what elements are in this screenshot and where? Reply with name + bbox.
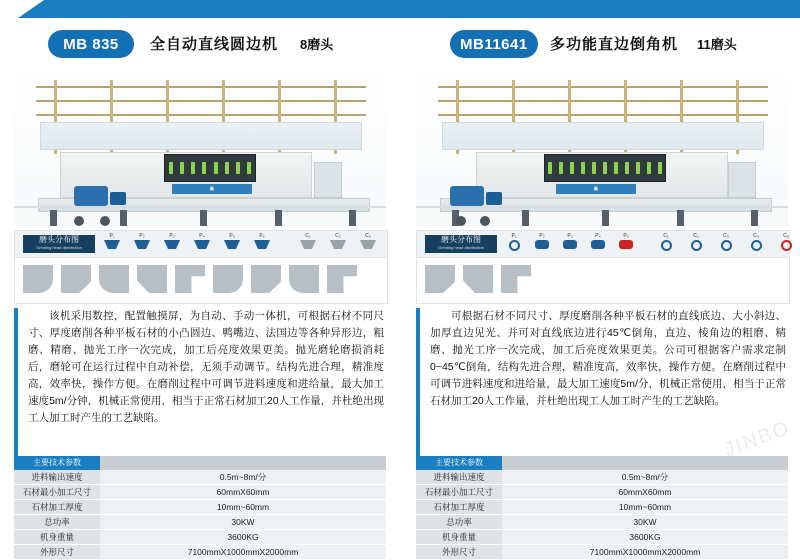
spec-key: 石材加工厚度	[14, 500, 100, 515]
cylinder-icon	[619, 240, 633, 249]
head-cell	[615, 233, 637, 255]
head-cell	[161, 233, 183, 255]
machine-leg	[349, 210, 356, 226]
table-row	[14, 485, 386, 500]
motor-icon	[450, 186, 484, 206]
coolant-tank	[314, 162, 342, 198]
head-tag: C₃	[723, 233, 729, 239]
head-cell	[251, 233, 273, 255]
machine-leg	[522, 210, 529, 226]
machine-brand-plate: ▣	[556, 184, 636, 194]
product-panel-right	[402, 22, 800, 557]
edge-profile	[289, 265, 319, 293]
spec-value: 3600KG	[100, 530, 386, 545]
table-row	[416, 485, 788, 500]
wheel-icon	[480, 216, 490, 226]
table-row	[416, 530, 788, 545]
wedge-icon	[164, 240, 180, 249]
head-cell	[131, 233, 153, 255]
wedge-icon	[330, 240, 346, 249]
chart-label-cn: 磨头分布图	[441, 235, 481, 244]
head-tag: C₄	[753, 233, 759, 239]
head-cell	[775, 233, 797, 255]
right-product-title: 多功能直边倒角机	[550, 36, 679, 53]
left-header	[0, 22, 398, 68]
spec-key: 总功率	[14, 515, 100, 530]
wedge-icon	[134, 240, 150, 249]
head-cell	[221, 233, 243, 255]
chart-label-cn: 磨头分布图	[39, 235, 79, 244]
table-row	[14, 500, 386, 515]
machine-legs	[452, 210, 758, 226]
head-tag: P₄	[199, 233, 205, 239]
spec-value: 60mmX60mm	[100, 485, 386, 500]
table-row	[14, 515, 386, 530]
machine-leg	[200, 210, 207, 226]
wheel-icon	[456, 216, 466, 226]
head-tag: C₅	[783, 233, 789, 239]
edge-profile-row	[425, 261, 781, 299]
head-tag: P₁	[109, 233, 115, 239]
motor-secondary-icon	[486, 192, 502, 205]
head-cell	[587, 233, 609, 255]
head-tag: C₂	[335, 233, 341, 239]
machine-leg	[751, 210, 758, 226]
machine-leg	[50, 210, 57, 226]
floor-line	[14, 206, 386, 208]
left-head-distribution-chart	[14, 230, 388, 304]
machine-leg	[120, 210, 127, 226]
spec-header	[416, 456, 788, 470]
table-row	[416, 515, 788, 530]
machine-brand-plate: ▣	[172, 184, 252, 194]
spec-value: 30KW	[502, 515, 788, 530]
spec-key: 进料输出速度	[416, 470, 502, 485]
head-tag: P₃	[169, 233, 175, 239]
table-row	[416, 470, 788, 485]
edge-profile	[327, 265, 357, 293]
chart-label-en: Grinding head distribution	[438, 245, 484, 250]
head-cell	[503, 233, 525, 255]
chart-header	[417, 231, 789, 258]
spec-key: 外形尺寸	[416, 545, 502, 560]
head-cell	[191, 233, 213, 255]
head-tag: C₁	[663, 233, 669, 239]
edge-profile	[463, 265, 493, 293]
edge-profile	[23, 265, 53, 293]
left-spec-table	[14, 456, 386, 560]
right-spec-table	[416, 456, 788, 560]
circle-icon	[661, 240, 672, 251]
rail-1	[36, 86, 366, 88]
spec-key: 机身重量	[416, 530, 502, 545]
table-row	[14, 470, 386, 485]
glass-panel	[442, 122, 764, 150]
spec-key: 外形尺寸	[14, 545, 100, 560]
machine-leg	[677, 210, 684, 226]
edge-profile	[501, 265, 531, 293]
glass-panel	[40, 122, 362, 150]
accent-bar	[416, 308, 420, 456]
band-diagonal	[18, 0, 44, 18]
head-cell	[559, 233, 581, 255]
left-machine-illustration	[14, 66, 386, 226]
head-tag: P₁	[511, 233, 517, 239]
wedge-icon	[104, 240, 120, 249]
accent-bar	[14, 308, 18, 456]
spec-value: 3600KG	[502, 530, 788, 545]
head-tag: C₂	[693, 233, 699, 239]
spec-value: 10mm~60mm	[502, 500, 788, 515]
spec-header	[14, 456, 386, 470]
head-cell	[327, 233, 349, 255]
wedge-icon	[360, 240, 376, 249]
circle-icon	[721, 240, 732, 251]
watermark: JINBO	[721, 416, 794, 462]
edge-profile	[175, 265, 205, 293]
spec-header-fill	[502, 456, 788, 470]
head-cell	[297, 233, 319, 255]
head-cell	[357, 233, 379, 255]
head-tag: P₂	[139, 233, 145, 239]
right-header	[402, 22, 800, 68]
wheel-icon	[100, 216, 110, 226]
edge-profile-row	[23, 261, 379, 299]
rail-1	[438, 86, 768, 88]
model-badge-left	[48, 30, 134, 58]
spec-value: 60mmX60mm	[502, 485, 788, 500]
motor-secondary-icon	[110, 192, 126, 205]
edge-profile	[213, 265, 243, 293]
circle-icon	[509, 240, 520, 251]
right-description-text: 可根据石材不同尺寸、厚度磨削各种平板石材的直线底边、大小斜边、加厚直边见光、并可对直线底边进行45℃倒角，直边、棱角边的粗磨、精磨、抛光工序一次完成，加工后亮度效果更美。公司可根据客户需求定制0~45℃倒角，结构先进合理，精准度高，效率快，操作方便。在磨削过程中可调节进料速度和进给量，最大加工速度5m/分，机械正常使用，相当于正常石材加工20人工作量，并杜绝出现工人加工时产生的工艺缺陷。	[430, 310, 786, 407]
head-tag: P₄	[595, 233, 601, 239]
head-row	[101, 233, 381, 255]
wedge-icon	[300, 240, 316, 249]
machine-legs	[50, 210, 356, 226]
spec-value: 7100mmX1000mmX2000mm	[502, 545, 788, 560]
left-description-block	[14, 308, 386, 456]
cylinder-icon	[563, 240, 577, 249]
machine-leg	[602, 210, 609, 226]
head-tag: P₂	[539, 233, 545, 239]
spec-value: 7100mmX1000mmX2000mm	[100, 545, 386, 560]
spec-title: 主要技术参数	[14, 456, 100, 470]
wedge-icon	[194, 240, 210, 249]
control-panel-icon	[544, 154, 666, 182]
coolant-tank	[728, 162, 756, 198]
chart-header	[15, 231, 387, 258]
head-tag: P₃	[567, 233, 573, 239]
left-head-count: 8磨头	[300, 37, 334, 52]
edge-profile	[137, 265, 167, 293]
spec-header-fill	[100, 456, 386, 470]
spec-key: 总功率	[416, 515, 502, 530]
circle-icon	[781, 240, 792, 251]
head-cell	[531, 233, 553, 255]
head-cell	[715, 233, 737, 255]
band-notch	[0, 0, 18, 18]
product-panel-left	[0, 22, 398, 557]
spec-key: 机身重量	[14, 530, 100, 545]
model-badge-right	[450, 30, 538, 58]
edge-profile	[251, 265, 281, 293]
machine-leg	[275, 210, 282, 226]
table-row	[416, 500, 788, 515]
model-badge-left-text: MB 835	[63, 35, 119, 53]
cylinder-icon	[535, 240, 549, 249]
spec-value: 30KW	[100, 515, 386, 530]
head-tag: P₅	[229, 233, 235, 239]
spec-value: 0.5m~8m/分	[502, 470, 788, 485]
edge-profile	[425, 265, 455, 293]
top-accent-band	[0, 0, 800, 18]
rail-2	[36, 100, 366, 102]
left-product-title: 全自动直线圆边机	[150, 36, 279, 53]
spec-value: 10mm~60mm	[100, 500, 386, 515]
right-head-distribution-chart	[416, 230, 790, 304]
left-description-text: 该机采用数控，配置触摸屏，为自动、手动一体机，可根据石材不同尺寸、厚度磨削各种平板石材的小凸圆边、鸭嘴边、法国边等各种异形边，粗磨、精磨、抛光工序一次完成，加工后亮度效果更美。抛光磨轮磨损消耗后，磨轮可在运行过程中自动补偿，无须手动调节。结构先进合理，精准度高，效率快，操作方便。在磨削过程中可调节进料速度和进给量，最大加工速度5m/分钟，机械正常使用，相当于正常石材加工20人工作量，并杜绝出现工人加工时产生的工艺缺陷。	[28, 310, 384, 424]
spec-value: 0.5m~8m/分	[100, 470, 386, 485]
circle-icon	[691, 240, 702, 251]
rail-3	[438, 114, 768, 116]
spec-key: 石材加工厚度	[416, 500, 502, 515]
wedge-icon	[224, 240, 240, 249]
circle-icon	[751, 240, 762, 251]
wheel-icon	[74, 216, 84, 226]
head-tag: P₅	[623, 233, 629, 239]
spec-key: 进料输出速度	[14, 470, 100, 485]
head-tag: C₁	[305, 233, 311, 239]
model-badge-right-text: MB11641	[460, 35, 528, 53]
spec-key: 石材最小加工尺寸	[14, 485, 100, 500]
right-description-block	[416, 308, 788, 456]
edge-profile	[99, 265, 129, 293]
chart-label	[425, 235, 497, 253]
rail-2	[438, 100, 768, 102]
head-tag: C₃	[365, 233, 371, 239]
head-tag: P₆	[259, 233, 265, 239]
wedge-icon	[254, 240, 270, 249]
head-cell	[685, 233, 707, 255]
spec-title: 主要技术参数	[416, 456, 502, 470]
right-machine-illustration	[416, 66, 788, 226]
chart-label-en: Grinding head distribution	[36, 245, 82, 250]
cylinder-icon	[591, 240, 605, 249]
table-row	[14, 530, 386, 545]
right-head-count: 11磨头	[697, 37, 737, 52]
chart-label	[23, 235, 95, 253]
head-row	[503, 233, 789, 255]
control-panel-icon	[164, 154, 256, 182]
rail-3	[36, 114, 366, 116]
head-cell	[655, 233, 677, 255]
spec-key: 石材最小加工尺寸	[416, 485, 502, 500]
head-cell	[101, 233, 123, 255]
head-cell	[745, 233, 767, 255]
edge-profile	[61, 265, 91, 293]
motor-icon	[74, 186, 108, 206]
floor-line	[416, 206, 788, 208]
